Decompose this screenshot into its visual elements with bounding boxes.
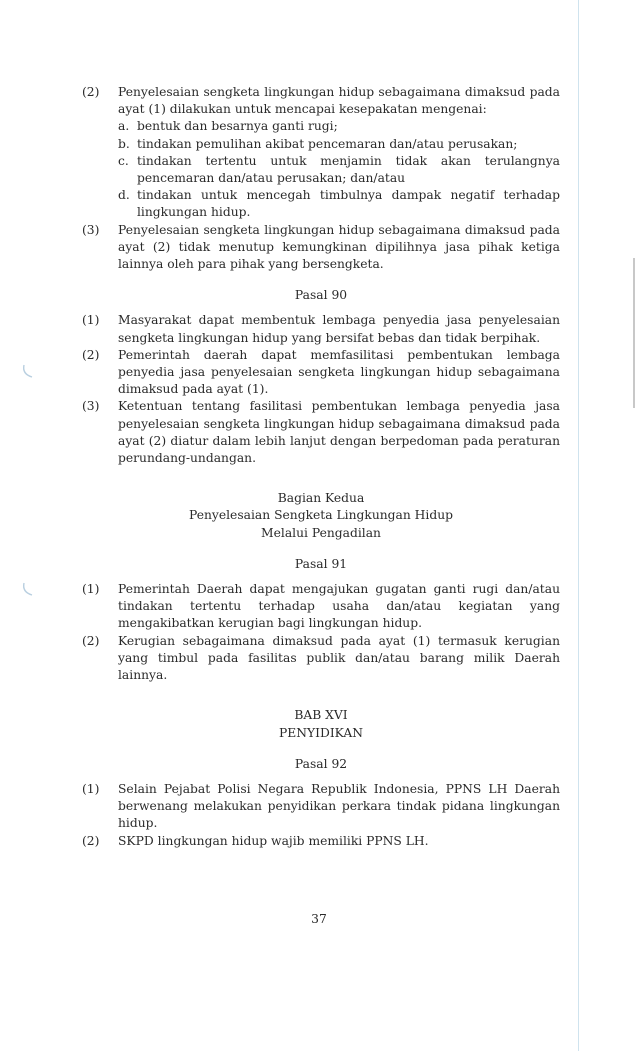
sub-item-a bbox=[118, 118, 560, 135]
bagian-kedua-title: Penyelesaian Sengketa Lingkungan Hidup bbox=[188, 508, 454, 523]
ayat-1-pasal-92 bbox=[82, 781, 560, 833]
bab-number: BAB XVI bbox=[294, 708, 348, 723]
ayat-text: Ketentuan tentang fasilitasi pembentukan lembaga penyedia jasa penyelesaian sengketa lingkungan hidup sebagaimana dimaksud pada ayat (2) diatur dalam lebih lanjut dengan berpedoman pada peraturan perundang-undangan. bbox=[118, 399, 560, 466]
sub-list bbox=[118, 118, 560, 221]
pasal-92-title: Pasal 92 bbox=[294, 756, 348, 771]
ayat-text: Penyelesaian sengketa lingkungan hidup sebagaimana dimaksud pada ayat (2) tidak menutup kemungkinan dipilihnya jasa pihak ketiga lainnya oleh para pihak yang bersengketa. bbox=[118, 222, 560, 272]
sub-item-d bbox=[118, 187, 560, 221]
ayat-text: Penyelesaian sengketa lingkungan hidup sebagaimana dimaksud pada ayat (1) dilakukan untuk mencapai kesepakatan mengenai: bbox=[118, 85, 560, 117]
ayat-text: Kerugian sebagaimana dimaksud pada ayat (1) termasuk kerugian yang timbul pada fasilitas publik dan/atau barang milik Daerah lainnya. bbox=[118, 633, 560, 683]
ayat-number: (2) bbox=[82, 85, 100, 99]
ayat-number: (1) bbox=[82, 781, 100, 796]
sub-letter: c. bbox=[118, 153, 129, 168]
binder-hole-mark-icon bbox=[20, 362, 38, 380]
ayat-2-pasal-89 bbox=[82, 84, 560, 222]
ayat-number: (2) bbox=[82, 833, 100, 848]
ayat-1-pasal-91 bbox=[82, 581, 560, 633]
ayat-text: Masyarakat dapat membentuk lembaga penyedia jasa penyelesaian sengketa lingkungan hidup yang bersifat bebas dan tidak berpihak. bbox=[118, 313, 560, 345]
ayat-number: (2) bbox=[82, 347, 100, 362]
ayat-number: (1) bbox=[82, 582, 100, 597]
binder-hole-mark-icon bbox=[20, 580, 38, 598]
ayat-text: Pemerintah daerah dapat memfasilitasi pembentukan lembaga penyedia jasa penyelesaian sengketa lingkungan hidup sebagaimana dimaksud pada ayat (1). bbox=[118, 347, 560, 397]
ayat-2-pasal-92 bbox=[82, 833, 560, 850]
document-body bbox=[82, 84, 560, 850]
ayat-number: (3) bbox=[82, 399, 100, 414]
margin-guide-line bbox=[578, 0, 579, 1051]
bagian-kedua-label: Bagian Kedua bbox=[277, 491, 365, 506]
ayat-number: (2) bbox=[82, 633, 100, 648]
scan-edge-mark bbox=[633, 258, 635, 408]
bab-title: PENYIDIKAN bbox=[278, 725, 364, 740]
sub-text: tindakan pemulihan akibat pencemaran dan/atau perusakan; bbox=[137, 136, 518, 151]
ayat-text: Selain Pejabat Polisi Negara Republik Indonesia, PPNS LH Daerah berwenang melakukan penyidikan perkara tindak pidana lingkungan hidup. bbox=[118, 781, 560, 831]
sub-text: tindakan tertentu untuk menjamin tidak akan terulangnya pencemaran dan/atau perusakan; dan/atau bbox=[137, 153, 560, 186]
ayat-3-pasal-90 bbox=[82, 398, 560, 467]
sub-item-b bbox=[118, 136, 560, 153]
ayat-3-pasal-89 bbox=[82, 222, 560, 274]
ayat-number: (3) bbox=[82, 222, 100, 237]
ayat-1-pasal-90 bbox=[82, 312, 560, 346]
bagian-kedua-subtitle: Melalui Pengadilan bbox=[261, 525, 381, 540]
sub-letter: a. bbox=[118, 119, 130, 134]
sub-text: bentuk dan besarnya ganti rugi; bbox=[137, 119, 338, 134]
ayat-2-pasal-90 bbox=[82, 347, 560, 399]
sub-item-c bbox=[118, 153, 560, 187]
sub-text: tindakan untuk mencegah timbulnya dampak negatif terhadap lingkungan hidup. bbox=[137, 188, 560, 220]
pasal-90-title: Pasal 90 bbox=[294, 288, 348, 303]
ayat-text: SKPD lingkungan hidup wajib memiliki PPNS LH. bbox=[118, 833, 429, 848]
ayat-number: (1) bbox=[82, 313, 100, 328]
page-number: 37 bbox=[311, 912, 327, 926]
ayat-text: Pemerintah Daerah dapat mengajukan gugatan ganti rugi dan/atau tindakan tertentu terhadap usaha dan/atau kegiatan yang mengakibatkan kerugian bagi lingkungan hidup. bbox=[118, 582, 560, 631]
ayat-2-pasal-91 bbox=[82, 633, 560, 685]
sub-letter: d. bbox=[118, 188, 130, 203]
sub-letter: b. bbox=[118, 136, 130, 151]
pasal-91-title: Pasal 91 bbox=[294, 556, 348, 571]
